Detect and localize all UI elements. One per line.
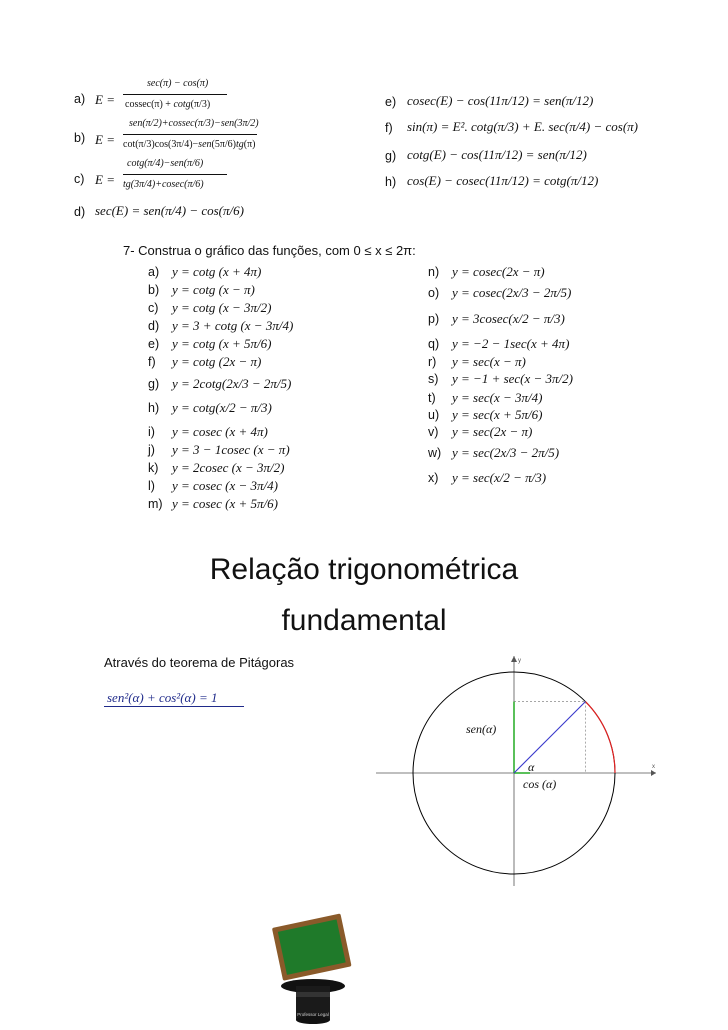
alpha-label: α xyxy=(528,760,535,774)
function-item-label: m) xyxy=(148,497,163,511)
function-item-expression: y = cotg (x − π) xyxy=(172,282,255,297)
function-item-label: v) xyxy=(428,425,439,439)
item-f-expression: sin(π) = E². cotg(π/3) + E. sec(π/4) − cos(π) xyxy=(407,119,638,134)
item-c-label: c) xyxy=(74,172,85,186)
section-title-line-2: fundamental xyxy=(281,604,447,637)
function-item-label: n) xyxy=(428,265,440,279)
function-item-expression: y = 3 + cotg (x − 3π/4) xyxy=(172,318,294,333)
function-item-label: j) xyxy=(148,443,155,457)
logo-caption: Professor Legal xyxy=(297,1012,329,1017)
function-item-label: e) xyxy=(148,337,160,351)
function-item-label: f) xyxy=(148,355,156,369)
function-item-label: l) xyxy=(148,479,155,493)
function-item-label: d) xyxy=(148,319,160,333)
function-item-expression: y = 3 − 1cosec (x − π) xyxy=(172,442,290,457)
function-item-label: b) xyxy=(148,283,160,297)
function-item-expression: y = 2cotg(2x/3 − 2π/5) xyxy=(172,376,292,391)
exercise-7-heading: 7- Construa o gráfico das funções, com 0 ≤ x ≤ 2π: xyxy=(123,243,416,258)
x-axis-label: x xyxy=(652,764,655,770)
function-item-expression: y = sec(x/2 − π/3) xyxy=(452,470,547,485)
function-item-expression: y = sec(x − 3π/4) xyxy=(452,390,543,405)
item-d-label: d) xyxy=(74,205,86,219)
function-item-expression: y = −2 − 1sec(x + 4π) xyxy=(452,336,570,351)
function-item-label: i) xyxy=(148,425,155,439)
function-item-label: s) xyxy=(428,372,439,386)
function-item-expression: y = cotg(x/2 − π/3) xyxy=(172,400,272,415)
item-h-expression: cos(E) − cosec(11π/12) = cotg(π/12) xyxy=(407,173,599,188)
item-b-label: b) xyxy=(74,131,86,145)
professor-logo xyxy=(268,908,358,1026)
function-item-label: x) xyxy=(428,471,439,485)
cos-alpha-label: cos (α) xyxy=(523,777,557,791)
item-e-label: e) xyxy=(385,95,397,109)
item-d-expression: sec(E) = sen(π/4) − cos(π/6) xyxy=(95,203,244,218)
function-item-expression: y = sec(2x − π) xyxy=(452,424,533,439)
arc-alpha xyxy=(585,702,615,773)
function-item-label: r) xyxy=(428,355,437,369)
function-item-label: o) xyxy=(428,286,440,300)
function-item-expression: y = sec(x − π) xyxy=(452,354,526,369)
function-item-label: a) xyxy=(148,265,160,279)
function-item-expression: y = cosec(2x/3 − 2π/5) xyxy=(452,285,572,300)
function-item-label: c) xyxy=(148,301,159,315)
function-item-expression: y = cotg (x − 3π/2) xyxy=(172,300,272,315)
pythagorean-identity: sen²(α) + cos²(α) = 1 xyxy=(107,690,218,705)
sen-alpha-label: sen(α) xyxy=(466,722,497,736)
function-item-label: k) xyxy=(148,461,159,475)
function-item-label: u) xyxy=(428,408,440,422)
function-item-expression: y = cotg (x + 4π) xyxy=(172,264,262,279)
function-item-expression: y = sec(2x/3 − 2π/5) xyxy=(452,445,560,460)
hat-bottom xyxy=(296,1016,330,1024)
function-item-expression: y = cotg (2x − π) xyxy=(172,354,262,369)
hat-band xyxy=(296,992,330,997)
y-axis-label: y xyxy=(518,658,521,664)
item-e-expression: cosec(E) − cos(11π/12) = sen(π/12) xyxy=(407,93,594,108)
function-item-expression: y = cotg (x + 5π/6) xyxy=(172,336,272,351)
function-item-label: p) xyxy=(428,312,440,326)
y-axis-arrow xyxy=(511,656,517,662)
item-h-label: h) xyxy=(385,175,397,189)
item-f-label: f) xyxy=(385,121,393,135)
function-item-expression: y = cosec (x − 3π/4) xyxy=(172,478,278,493)
function-item-expression: y = cosec (x + 4π) xyxy=(172,424,268,439)
function-item-expression: y = cosec(2x − π) xyxy=(452,264,545,279)
function-item-label: h) xyxy=(148,401,160,415)
item-g-expression: cotg(E) − cos(11π/12) = sen(π/12) xyxy=(407,147,587,162)
function-item-expression: y = −1 + sec(x − 3π/2) xyxy=(452,371,574,386)
intro-text: Através do teorema de Pitágoras xyxy=(104,655,295,670)
unit-circle-figure xyxy=(370,650,660,890)
function-item-label: w) xyxy=(428,446,442,460)
function-item-label: g) xyxy=(148,377,160,391)
section-title-line-1: Relação trigonométrica xyxy=(209,553,519,586)
function-item-label: q) xyxy=(428,337,440,351)
function-item-label: t) xyxy=(428,391,436,405)
function-item-expression: y = 3cosec(x/2 − π/3) xyxy=(452,311,565,326)
identity-underline xyxy=(104,706,244,707)
radius xyxy=(514,702,585,773)
function-item-expression: y = sec(x + 5π/6) xyxy=(452,407,543,422)
item-g-label: g) xyxy=(385,149,397,163)
x-axis-arrow xyxy=(651,770,656,776)
function-item-expression: y = cosec (x + 5π/6) xyxy=(172,496,278,511)
item-a-label: a) xyxy=(74,92,86,106)
function-item-expression: y = 2cosec (x − 3π/2) xyxy=(172,460,285,475)
